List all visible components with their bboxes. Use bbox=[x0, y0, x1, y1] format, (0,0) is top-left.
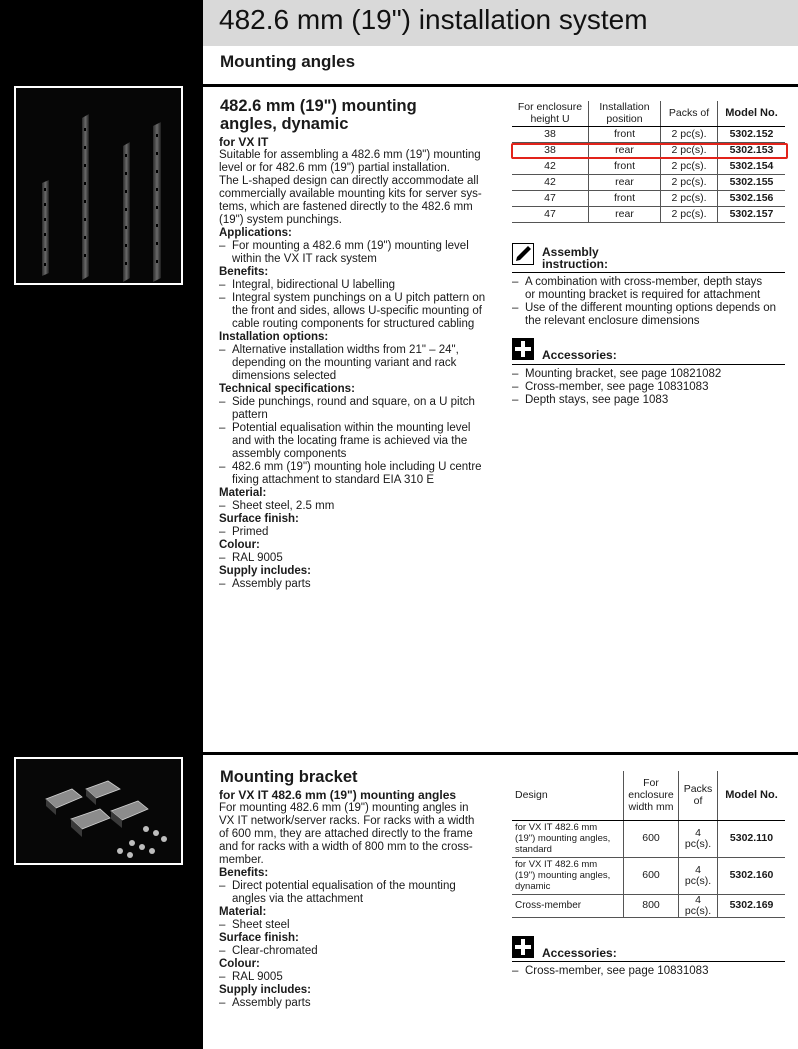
cell-model: 5302.157 bbox=[718, 206, 786, 222]
accessories-list bbox=[512, 368, 787, 407]
list-line: – Sheet steel, 2.5 mm bbox=[232, 500, 335, 512]
cell-position: front bbox=[589, 158, 661, 174]
supply-heading: Supply includes: bbox=[219, 984, 312, 996]
cell-height: 38 bbox=[512, 126, 589, 142]
surface-heading: Surface finish: bbox=[219, 513, 299, 525]
product1-title bbox=[220, 97, 417, 133]
cell-width: 600 bbox=[624, 820, 679, 857]
list-line: – Side punchings, round and square, on a U pitch bbox=[232, 396, 475, 408]
list-item bbox=[512, 394, 787, 407]
col-header-packs: Packs of bbox=[661, 101, 718, 126]
intro-line: tems, which are fastened directly to the 482.6 mm bbox=[219, 201, 473, 213]
list-item bbox=[219, 279, 504, 292]
table-row bbox=[512, 126, 785, 142]
list-item bbox=[219, 945, 504, 958]
product2-model-table bbox=[512, 771, 785, 918]
cell-model: 5302.110 bbox=[718, 820, 786, 857]
list-line: the relevant enclosure dimensions bbox=[525, 315, 700, 327]
list-line: – Clear-chromated bbox=[232, 945, 318, 957]
list-line: – Depth stays, see page 1083 bbox=[525, 394, 669, 406]
cell-packs: 2 pc(s). bbox=[661, 142, 718, 158]
table-header-row bbox=[512, 771, 785, 820]
product1-subtitle: for VX IT bbox=[219, 135, 269, 149]
product2-subtitle: for VX IT 482.6 mm (19") mounting angles bbox=[219, 788, 457, 802]
list-line: pattern bbox=[232, 409, 268, 421]
cell-position: rear bbox=[589, 142, 661, 158]
cell-height: 42 bbox=[512, 158, 589, 174]
accessories-label: Accessories: bbox=[542, 348, 617, 362]
list-line: – For mounting a 482.6 mm (19") mounting level bbox=[232, 240, 469, 252]
list-item bbox=[219, 971, 504, 984]
cell-width: 800 bbox=[624, 894, 679, 917]
list-item bbox=[512, 302, 787, 328]
list-line: – Integral system punchings on a U pitch pattern on bbox=[232, 292, 486, 304]
intro-line: member. bbox=[219, 854, 264, 866]
table-row bbox=[512, 894, 785, 917]
list-line: fixing attachment to standard EIA 310 E bbox=[232, 474, 435, 486]
intro-line: and for racks with a width of 800 mm to the cross- bbox=[219, 841, 473, 853]
list-item bbox=[512, 965, 787, 978]
list-line: cable routing components for structured cabling bbox=[232, 318, 475, 330]
cell-design: Cross-member bbox=[512, 894, 624, 917]
product2-intro bbox=[219, 802, 504, 867]
supply-heading: Supply includes: bbox=[219, 565, 312, 577]
list-line: and with the locating frame is achieved via the bbox=[232, 435, 468, 447]
table-row bbox=[512, 190, 785, 206]
material-heading: Material: bbox=[219, 906, 267, 918]
assembly-heading-line2: instruction: bbox=[542, 257, 608, 271]
cell-packs: 2 pc(s). bbox=[661, 190, 718, 206]
col-header-model: Model No. bbox=[718, 771, 786, 820]
list-line: within the VX IT rack system bbox=[232, 253, 377, 265]
list-item bbox=[219, 997, 504, 1010]
page-title: 482.6 mm (19") installation system bbox=[219, 4, 648, 35]
cell-height: 42 bbox=[512, 174, 589, 190]
cell-model: 5302.155 bbox=[718, 174, 786, 190]
cell-packs: 2 pc(s). bbox=[661, 206, 718, 222]
list-line: – Sheet steel bbox=[232, 919, 290, 931]
accessories-list bbox=[512, 965, 787, 978]
accessories-label: Accessories: bbox=[542, 946, 617, 960]
list-line: dimensions selected bbox=[232, 370, 337, 382]
list-line: – Alternative installation widths from 21" – 24", bbox=[232, 344, 459, 356]
mounting-angles-photo bbox=[14, 86, 183, 285]
assembly-heading-line1: Assembly bbox=[542, 245, 599, 259]
technical-heading: Technical specifications: bbox=[219, 383, 355, 395]
cell-design: for VX IT 482.6 mm (19") mounting angles, standard bbox=[512, 820, 624, 857]
list-line: – RAL 9005 bbox=[232, 971, 283, 983]
col-header-model: Model No. bbox=[718, 101, 786, 126]
intro-line: commercially available mounting kits for server sys- bbox=[219, 188, 482, 200]
list-item bbox=[219, 461, 504, 487]
accessories-rule bbox=[512, 364, 785, 365]
list-line: – Assembly parts bbox=[232, 997, 311, 1009]
cell-height: 47 bbox=[512, 206, 589, 222]
cell-packs: 4 pc(s). bbox=[679, 894, 718, 917]
table-row bbox=[512, 158, 785, 174]
cell-packs: 4 pc(s). bbox=[679, 820, 718, 857]
list-item bbox=[219, 578, 504, 591]
table-row bbox=[512, 206, 785, 222]
col-header-width: For enclosure width mm bbox=[624, 771, 679, 820]
table-header-row bbox=[512, 101, 785, 126]
table-row bbox=[512, 857, 785, 894]
colour-heading: Colour: bbox=[219, 539, 260, 551]
cell-position: rear bbox=[589, 206, 661, 222]
list-item bbox=[219, 500, 504, 513]
table-row bbox=[512, 820, 785, 857]
assembly-list bbox=[512, 276, 787, 328]
cell-position: front bbox=[589, 126, 661, 142]
cell-model: 5302.156 bbox=[718, 190, 786, 206]
list-line: the front and sides, allows U-specific mounting of bbox=[232, 305, 482, 317]
col-header-packs: Packs of bbox=[679, 771, 718, 820]
list-item bbox=[512, 276, 787, 302]
list-line: – A combination with cross-member, depth stays bbox=[525, 276, 763, 288]
highlight-box bbox=[511, 143, 788, 159]
list-item bbox=[219, 552, 504, 565]
surface-heading: Surface finish: bbox=[219, 932, 299, 944]
cell-packs: 4 pc(s). bbox=[679, 857, 718, 894]
product1-description bbox=[219, 136, 504, 591]
col-header-design: Design bbox=[512, 771, 624, 820]
intro-line: (19") system punchings. bbox=[219, 214, 342, 226]
cell-height: 47 bbox=[512, 190, 589, 206]
cell-model: 5302.152 bbox=[718, 126, 786, 142]
cell-position: front bbox=[589, 190, 661, 206]
product1-intro bbox=[219, 149, 504, 227]
list-item bbox=[219, 240, 504, 266]
list-line: – RAL 9005 bbox=[232, 552, 283, 564]
list-item bbox=[219, 526, 504, 539]
applications-heading: Applications: bbox=[219, 227, 292, 239]
list-item bbox=[219, 344, 504, 383]
cell-packs: 2 pc(s). bbox=[661, 174, 718, 190]
list-line: – Integral, bidirectional U labelling bbox=[232, 279, 396, 291]
product1-title-line2: angles, dynamic bbox=[220, 115, 349, 133]
product1-title-line1: 482.6 mm (19") mounting bbox=[220, 97, 417, 115]
cell-design: for VX IT 482.6 mm (19") mounting angles, dynamic bbox=[512, 857, 624, 894]
intro-line: The L-shaped design can directly accommodate all bbox=[219, 175, 479, 187]
cell-model: 5302.169 bbox=[718, 894, 786, 917]
section-divider bbox=[203, 84, 798, 87]
list-line: angles via the attachment bbox=[232, 893, 364, 905]
benefits-heading: Benefits: bbox=[219, 266, 269, 278]
material-heading: Material: bbox=[219, 487, 267, 499]
product-divider bbox=[203, 752, 798, 755]
pen-icon bbox=[512, 243, 534, 265]
list-line: – Cross-member, see page 10831083 bbox=[525, 381, 709, 393]
intro-line: For mounting 482.6 mm (19") mounting angles in bbox=[219, 802, 469, 814]
list-line: – Mounting bracket, see page 10821082 bbox=[525, 368, 722, 380]
intro-line: VX IT network/server racks. For racks with a width bbox=[219, 815, 475, 827]
product2-title: Mounting bracket bbox=[220, 768, 358, 786]
accessories-rule bbox=[512, 961, 785, 962]
plus-icon bbox=[512, 338, 534, 360]
intro-line: level or for 482.6 mm (19") partial installation. bbox=[219, 162, 450, 174]
cell-model: 5302.153 bbox=[718, 142, 786, 158]
intro-line: of 600 mm, they are attached directly to the frame bbox=[219, 828, 473, 840]
product2-description bbox=[219, 789, 504, 1010]
cell-packs: 2 pc(s). bbox=[661, 158, 718, 174]
list-item bbox=[219, 880, 504, 906]
list-item bbox=[219, 396, 504, 422]
list-item bbox=[512, 381, 787, 394]
list-line: – Primed bbox=[232, 526, 269, 538]
col-header-height: For enclosure height U bbox=[512, 101, 589, 126]
list-item bbox=[219, 292, 504, 331]
list-item bbox=[219, 919, 504, 932]
list-line: – Cross-member, see page 10831083 bbox=[525, 965, 709, 977]
list-line: – 482.6 mm (19") mounting hole including U centre bbox=[232, 461, 482, 473]
plus-icon bbox=[512, 936, 534, 958]
cell-model: 5302.154 bbox=[718, 158, 786, 174]
list-line: – Direct potential equalisation of the mounting bbox=[232, 880, 456, 892]
list-line: – Potential equalisation within the mounting level bbox=[232, 422, 471, 434]
col-header-position: Installation position bbox=[589, 101, 661, 126]
list-item bbox=[219, 422, 504, 461]
list-item bbox=[512, 368, 787, 381]
assembly-rule bbox=[512, 272, 785, 273]
section-title: Mounting angles bbox=[220, 52, 356, 71]
list-line: or mounting bracket is required for attachment bbox=[525, 289, 761, 301]
cell-width: 600 bbox=[624, 857, 679, 894]
list-line: – Use of the different mounting options depends on bbox=[525, 302, 777, 314]
product1-model-table bbox=[512, 101, 785, 223]
benefits-heading: Benefits: bbox=[219, 867, 269, 879]
list-line: depending on the mounting variant and rack bbox=[232, 357, 457, 369]
cell-position: rear bbox=[589, 174, 661, 190]
installation-heading: Installation options: bbox=[219, 331, 329, 343]
list-line: – Assembly parts bbox=[232, 578, 311, 590]
table-row bbox=[512, 174, 785, 190]
mounting-bracket-photo bbox=[14, 757, 183, 865]
colour-heading: Colour: bbox=[219, 958, 260, 970]
list-line: assembly components bbox=[232, 448, 347, 460]
cell-height: 38 bbox=[512, 142, 589, 158]
cell-packs: 2 pc(s). bbox=[661, 126, 718, 142]
intro-line: Suitable for assembling a 482.6 mm (19") mounting bbox=[219, 149, 481, 161]
cell-model: 5302.160 bbox=[718, 857, 786, 894]
